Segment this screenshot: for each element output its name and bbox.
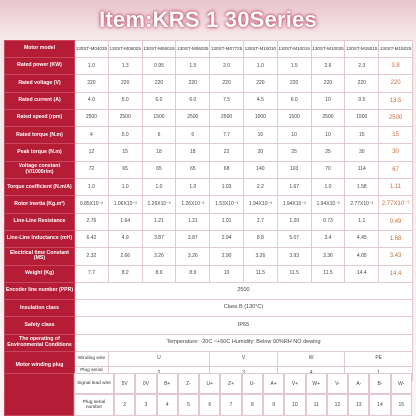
- encoder-plug-block: [4, 373, 412, 416]
- spec-table: [4, 40, 413, 381]
- spec-value: 6.42: [75, 230, 109, 247]
- spec-value: 1.26X10⁻³: [176, 196, 210, 213]
- spec-row: [5, 213, 413, 230]
- spec-value: 1.53X10⁻³: [210, 196, 244, 213]
- spec-value: 1.0: [142, 179, 176, 196]
- spec-value: 4: [75, 127, 109, 144]
- spec-label: Weight (Kg): [5, 265, 75, 282]
- safety-row: [5, 317, 413, 334]
- encoder-line-row-label: Encoder line number (PPR): [5, 282, 75, 299]
- spec-row: [5, 248, 413, 265]
- header-row: [5, 41, 413, 58]
- spec-value: 1.94X10⁻³: [311, 196, 345, 213]
- encoder-plug-cell: 11: [306, 394, 327, 416]
- spec-value: 2500: [311, 109, 345, 126]
- spec-value: 220: [75, 75, 109, 92]
- spec-value: 22: [210, 144, 244, 161]
- spec-value: 14.4: [345, 265, 379, 282]
- spec-value: 3.87: [176, 230, 210, 247]
- spec-value: 2.66: [108, 248, 142, 265]
- spec-value: 8.8: [243, 230, 277, 247]
- motor-plug-row: [5, 352, 413, 367]
- spec-value: 220: [345, 75, 379, 92]
- spec-value: 1.0: [75, 58, 109, 75]
- spec-value: 0.95: [142, 58, 176, 75]
- spec-label: Rated voltage (V): [5, 75, 75, 92]
- encoder-plug-row-label: Signal lead wire: [74, 373, 114, 394]
- model-header: 130ST-M15025: [379, 41, 413, 58]
- header-label: Motor model: [5, 41, 75, 58]
- spec-value: 15: [379, 127, 413, 144]
- encoder-plug-cell: 9: [263, 394, 284, 416]
- spec-value: 2500: [210, 109, 244, 126]
- spec-value: 6.0: [176, 92, 210, 109]
- spec-value: 1.0: [108, 179, 142, 196]
- spec-value: 72: [75, 161, 109, 178]
- spec-value: 114: [345, 161, 379, 178]
- encoder-plug-cell: 15: [391, 394, 412, 416]
- model-header: 130ST-M06015: [142, 41, 176, 58]
- spec-value: 2.90: [210, 248, 244, 265]
- spec-label: Rotor inertia (Kg.m²): [5, 196, 75, 213]
- motor-plug-cell: U: [108, 352, 209, 367]
- spec-label: Rated power (KW): [5, 58, 75, 75]
- spec-value: 2.77X10⁻³: [379, 196, 413, 213]
- spec-value: 1.68: [379, 230, 413, 247]
- spec-value: 2500: [176, 109, 210, 126]
- encoder-plug-cell: 5: [178, 394, 199, 416]
- spec-label: Peak torque (N.m): [5, 144, 75, 161]
- encoder-plug-row: [74, 394, 412, 416]
- encoder-plug-cell: 4: [157, 394, 178, 416]
- spec-value: 2.3: [345, 58, 379, 75]
- spec-value: 2.94: [210, 230, 244, 247]
- motor-plug-row-label: Plug serial: [75, 366, 109, 381]
- encoder-plug-cell: 14: [369, 394, 390, 416]
- spec-value: 0.73: [311, 213, 345, 230]
- spec-value: 11.5: [243, 265, 277, 282]
- encoder-plug-cell: 8: [242, 394, 263, 416]
- spec-value: 1.1: [345, 213, 379, 230]
- spec-value: 10: [210, 265, 244, 282]
- spec-value: 65: [142, 161, 176, 178]
- spec-value: 25: [311, 144, 345, 161]
- encoder-line-row: [5, 282, 413, 299]
- spec-value: 1.64: [108, 213, 142, 230]
- model-header: 130ST-M15015: [345, 41, 379, 58]
- encoder-plug-cell: 5V: [114, 373, 135, 394]
- spec-value: 1.5: [176, 58, 210, 75]
- spec-value: 1.03: [210, 179, 244, 196]
- spec-row: [5, 127, 413, 144]
- spec-value: 1.94X10⁻³: [243, 196, 277, 213]
- spec-value: 3.8: [379, 58, 413, 75]
- insulation-row-label: Insulation class: [5, 300, 75, 317]
- spec-value: 3.26: [243, 248, 277, 265]
- encoder-plug-cell: 12: [327, 394, 348, 416]
- spec-value: 0.49: [379, 213, 413, 230]
- spec-value: 6.0: [277, 92, 311, 109]
- encoder-plug-cell: W+: [306, 373, 327, 394]
- spec-value: 7.7: [75, 265, 109, 282]
- spec-value: 7.5: [210, 92, 244, 109]
- spec-value: 5.07: [277, 230, 311, 247]
- spec-value: 8.2: [108, 265, 142, 282]
- spec-value: 4.9: [108, 230, 142, 247]
- spec-value: 7.7: [210, 127, 244, 144]
- model-header: 130ST-M10025: [311, 41, 345, 58]
- model-header: 130ST-M10015: [277, 41, 311, 58]
- spec-value: 220: [108, 75, 142, 92]
- spec-value: 1.5: [277, 58, 311, 75]
- spec-value: 220: [277, 75, 311, 92]
- spec-value: 14.4: [379, 265, 413, 282]
- spec-row: [5, 75, 413, 92]
- spec-value: 1.3: [108, 58, 142, 75]
- spec-value: 220: [210, 75, 244, 92]
- spec-value: 3.87: [142, 230, 176, 247]
- spec-value: 70: [311, 161, 345, 178]
- spec-value: 2.2: [243, 179, 277, 196]
- encoder-plug-cell: V-: [327, 373, 348, 394]
- spec-value: 4.45: [345, 230, 379, 247]
- encoder-plug-cell: W-: [391, 373, 412, 394]
- environment-row: [5, 334, 413, 351]
- spec-value: 1500: [142, 109, 176, 126]
- motor-plug-row-label: Winding wire: [75, 352, 109, 367]
- encoder-plug-cell: 3: [135, 394, 156, 416]
- spec-value: 6.0: [142, 92, 176, 109]
- encoder-plug-cell: 10: [284, 394, 305, 416]
- page-title: Item:KRS 1 30Series: [99, 7, 317, 32]
- spec-value: 1.67: [277, 179, 311, 196]
- spec-value: 8.9: [142, 265, 176, 282]
- spec-value: 1.11: [379, 179, 413, 196]
- spec-row: [5, 179, 413, 196]
- spec-row: [5, 230, 413, 247]
- encoder-plug-cell: U-: [242, 373, 263, 394]
- spec-value: 103: [277, 161, 311, 178]
- spec-value: 10: [311, 92, 345, 109]
- spec-value: 1000: [243, 109, 277, 126]
- encoder-plug-cell: 0V: [135, 373, 156, 394]
- spec-value: 1.06X10⁻³: [108, 196, 142, 213]
- spec-value: 20: [243, 144, 277, 161]
- spec-row: [5, 161, 413, 178]
- spec-value: 8.9: [176, 265, 210, 282]
- spec-value: 220: [243, 75, 277, 92]
- model-header: 130ST-M04025: [75, 41, 109, 58]
- spec-row: [5, 92, 413, 109]
- spec-value: 1.0: [311, 179, 345, 196]
- spec-value: 2500: [379, 109, 413, 126]
- spec-value: 1.21: [142, 213, 176, 230]
- model-header: 130ST-M10010: [243, 41, 277, 58]
- safety-row-label: Safety class: [5, 317, 75, 334]
- spec-value: 18: [142, 144, 176, 161]
- spec-value: 3.4: [311, 230, 345, 247]
- spec-value: 65: [108, 161, 142, 178]
- model-header: 130ST-M07725: [210, 41, 244, 58]
- spec-value: 1.29: [277, 213, 311, 230]
- encoder-plug-cell: 2: [114, 394, 135, 416]
- encoder-plug-cell: V+: [284, 373, 305, 394]
- model-header: 130ST-M06025: [176, 41, 210, 58]
- encoder-line-row-value: 2500: [75, 282, 413, 299]
- spec-label: Torque coefficient (N.m/A): [5, 179, 75, 196]
- spec-value: 11.5: [277, 265, 311, 282]
- encoder-plug-row: [74, 373, 412, 394]
- spec-value: 0.85X10⁻³: [75, 196, 109, 213]
- spec-label: Electrical time Constant (MS): [5, 248, 75, 265]
- spec-value: 2500: [108, 109, 142, 126]
- spec-value: 2.77X10⁻³: [345, 196, 379, 213]
- spec-row: [5, 196, 413, 213]
- encoder-plug-cell: B-: [369, 373, 390, 394]
- spec-value: 1.0: [243, 58, 277, 75]
- spec-value: 30: [379, 144, 413, 161]
- spec-label: Rated torque (N.m): [5, 127, 75, 144]
- encoder-plug-cell: 7: [220, 394, 241, 416]
- spec-value: 3.36: [311, 248, 345, 265]
- spec-value: 1.94X10⁻³: [277, 196, 311, 213]
- spec-value: 3.93: [277, 248, 311, 265]
- encoder-plug-cell: 13: [348, 394, 369, 416]
- spec-value: 13.5: [379, 92, 413, 109]
- spec-row: [5, 58, 413, 75]
- spec-value: 4.0: [75, 92, 109, 109]
- motor-plug-cell: V: [210, 352, 278, 367]
- encoder-plug-cell: A-: [348, 373, 369, 394]
- encoder-plug-cell: Z-: [178, 373, 199, 394]
- environment-row-label: The operating of Environmental Conditions: [5, 334, 75, 351]
- spec-row: [5, 109, 413, 126]
- spec-value: 68: [210, 161, 244, 178]
- spec-value: 18: [176, 144, 210, 161]
- motor-plug-cell: W: [277, 352, 345, 367]
- spec-value: 1.21: [176, 213, 210, 230]
- spec-value: 1.58: [345, 179, 379, 196]
- spec-value: 3.26: [142, 248, 176, 265]
- model-header: 130ST-M05025: [108, 41, 142, 58]
- encoder-plug-row-label: Plug serial number: [74, 394, 114, 416]
- spec-value: 4.05: [345, 248, 379, 265]
- encoder-plug-cell: B+: [157, 373, 178, 394]
- spec-row: [5, 144, 413, 161]
- spec-value: 2500: [75, 109, 109, 126]
- spec-label: Voltage constant (V/1000r/m): [5, 161, 75, 178]
- spec-value: 10: [243, 127, 277, 144]
- spec-value: 5.0: [108, 92, 142, 109]
- insulation-row-value: Class B (130°C): [75, 300, 413, 317]
- spec-value: 65: [176, 161, 210, 178]
- spec-value: 10: [277, 127, 311, 144]
- spec-value: 4.5: [243, 92, 277, 109]
- spec-value: 6: [142, 127, 176, 144]
- spec-value: 15: [345, 127, 379, 144]
- spec-value: 15: [108, 144, 142, 161]
- spec-label: Line-Line Resistance: [5, 213, 75, 230]
- spec-value: 220: [176, 75, 210, 92]
- safety-row-value: IP65: [75, 317, 413, 334]
- encoder-plug-cell: 6: [199, 394, 220, 416]
- spec-value: 140: [243, 161, 277, 178]
- spec-value: 67: [379, 161, 413, 178]
- spec-value: 1.0: [75, 179, 109, 196]
- spec-value: 30: [345, 144, 379, 161]
- encoder-plug-label: [4, 373, 74, 416]
- encoder-plug-cell: Z+: [220, 373, 241, 394]
- spec-value: 1.0: [176, 179, 210, 196]
- motor-plug-cell: PE: [345, 352, 413, 367]
- spec-value: 220: [379, 75, 413, 92]
- spec-value: 2.7: [243, 213, 277, 230]
- spec-value: 1500: [277, 109, 311, 126]
- encoder-plug-cell: A+: [263, 373, 284, 394]
- spec-value: 1.26X10⁻³: [142, 196, 176, 213]
- spec-value: 11.5: [311, 265, 345, 282]
- spec-value: 3.43: [379, 248, 413, 265]
- spec-label: Rated current (A): [5, 92, 75, 109]
- spec-value: 220: [142, 75, 176, 92]
- environment-row-value: Temperature: -20C ~+50C Humidity: Below 90%RH NO dewing: [75, 334, 413, 351]
- spec-label: Line-Line Inductance (mH): [5, 230, 75, 247]
- spec-value: 9.5: [345, 92, 379, 109]
- spec-value: 2.76: [75, 213, 109, 230]
- spec-value: 1.01: [210, 213, 244, 230]
- spec-value: 2.32: [75, 248, 109, 265]
- spec-value: 25: [277, 144, 311, 161]
- spec-value: 3.26: [176, 248, 210, 265]
- spec-value: 2.6: [311, 58, 345, 75]
- spec-value: 220: [311, 75, 345, 92]
- spec-value: 12: [75, 144, 109, 161]
- motor-plug-label: Motor winding plug: [5, 352, 75, 381]
- spec-value: 2.0: [210, 58, 244, 75]
- spec-label: Rated speed (rpm): [5, 109, 75, 126]
- spec-value: 6: [176, 127, 210, 144]
- insulation-row: [5, 300, 413, 317]
- spec-value: 10: [311, 127, 345, 144]
- spec-value: 5.0: [108, 127, 142, 144]
- encoder-plug-cell: U+: [199, 373, 220, 394]
- spec-row: [5, 265, 413, 282]
- spec-value: 1500: [345, 109, 379, 126]
